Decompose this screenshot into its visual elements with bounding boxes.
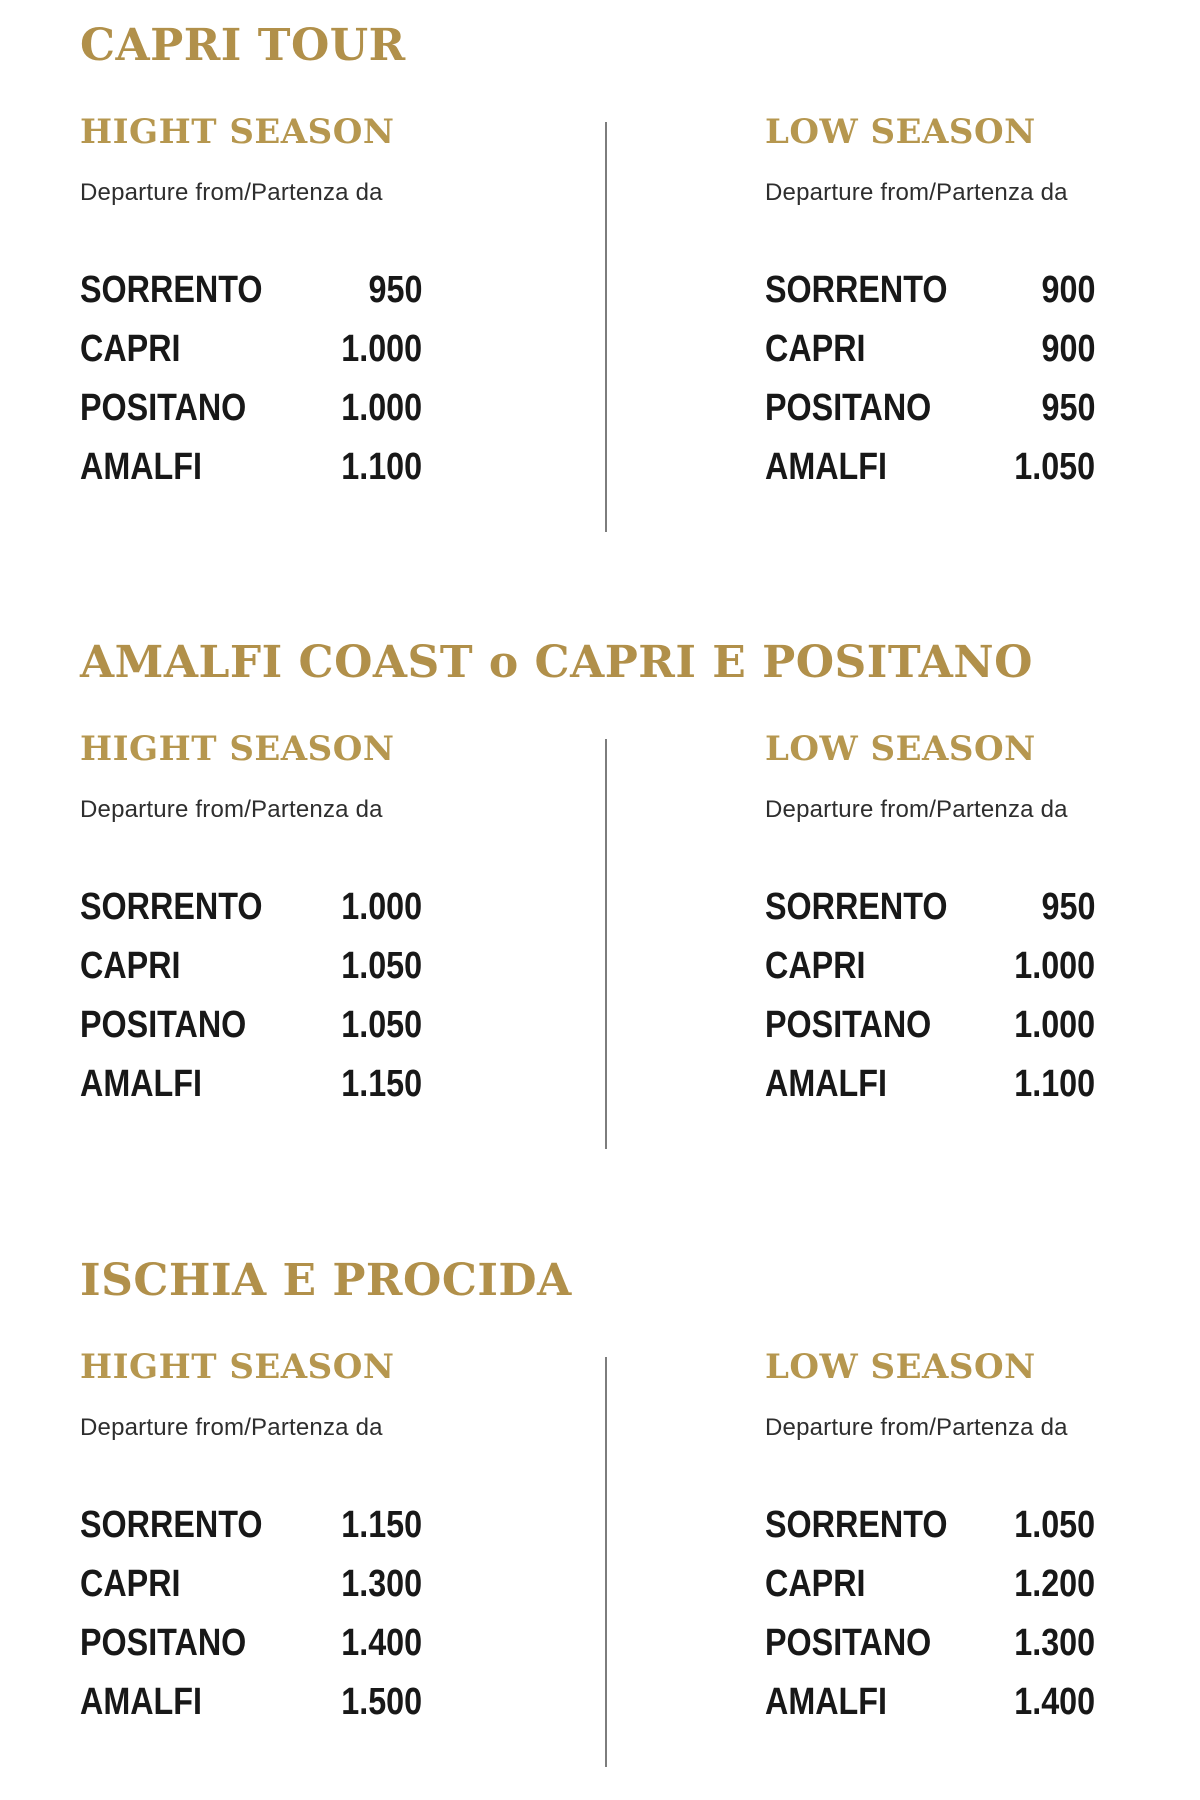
price-value: 950	[368, 269, 422, 311]
location-label: SORRENTO	[765, 886, 948, 928]
location-label: CAPRI	[765, 328, 866, 370]
season-heading: HIGHT SEASON	[80, 1347, 395, 1387]
price-row	[80, 271, 422, 330]
location-label: POSITANO	[765, 387, 932, 429]
departure-label: Departure from/Partenza da	[80, 1414, 383, 1441]
column-divider	[605, 1357, 607, 1767]
price-value: 1.000	[1014, 945, 1095, 987]
location-label: AMALFI	[80, 1681, 203, 1723]
price-row	[80, 1006, 422, 1065]
price-value: 1.400	[1014, 1681, 1095, 1723]
price-row	[765, 1006, 1095, 1065]
price-row	[765, 1624, 1095, 1683]
location-label: CAPRI	[765, 1563, 866, 1605]
price-row	[765, 330, 1095, 389]
location-label: SORRENTO	[80, 269, 263, 311]
price-row	[765, 1065, 1095, 1124]
price-value: 1.000	[341, 328, 422, 370]
price-value: 900	[1041, 269, 1095, 311]
price-list	[80, 1506, 422, 1742]
price-row	[765, 1565, 1095, 1624]
price-value: 1.000	[341, 886, 422, 928]
price-value: 1.000	[1014, 1004, 1095, 1046]
season-heading: LOW SEASON	[765, 112, 1036, 152]
price-row	[765, 1683, 1095, 1742]
location-label: POSITANO	[765, 1622, 932, 1664]
column-divider	[605, 739, 607, 1149]
price-list	[765, 271, 1095, 507]
price-value: 1.000	[341, 387, 422, 429]
price-row	[80, 1506, 422, 1565]
location-label: AMALFI	[765, 446, 888, 488]
price-value: 1.300	[341, 1563, 422, 1605]
price-list	[80, 271, 422, 507]
price-value: 1.050	[1014, 446, 1095, 488]
departure-label: Departure from/Partenza da	[765, 1414, 1068, 1441]
low-season-column	[765, 0, 1095, 560]
section-title: AMALFI COAST o CAPRI E POSITANO	[80, 637, 1033, 688]
price-value: 1.500	[341, 1681, 422, 1723]
price-row	[765, 389, 1095, 448]
price-row	[765, 448, 1095, 507]
high-season-column	[80, 617, 422, 1177]
location-label: CAPRI	[80, 328, 181, 370]
low-season-column	[765, 1235, 1095, 1795]
high-season-column	[80, 0, 422, 560]
price-value: 950	[1041, 387, 1095, 429]
price-value: 1.200	[1014, 1563, 1095, 1605]
location-label: AMALFI	[80, 1063, 203, 1105]
price-value: 1.300	[1014, 1622, 1095, 1664]
location-label: CAPRI	[80, 945, 181, 987]
price-value: 1.400	[341, 1622, 422, 1664]
price-value: 1.050	[341, 945, 422, 987]
price-value: 950	[1041, 886, 1095, 928]
season-heading: LOW SEASON	[765, 729, 1036, 769]
price-value: 1.100	[1014, 1063, 1095, 1105]
price-row	[80, 448, 422, 507]
location-label: SORRENTO	[80, 1504, 263, 1546]
season-heading: LOW SEASON	[765, 1347, 1036, 1387]
price-row	[80, 1683, 422, 1742]
column-divider	[605, 122, 607, 532]
high-season-column	[80, 1235, 422, 1795]
location-label: POSITANO	[80, 1622, 247, 1664]
price-value: 900	[1041, 328, 1095, 370]
price-row	[80, 389, 422, 448]
location-label: SORRENTO	[765, 269, 948, 311]
price-value: 1.150	[341, 1063, 422, 1105]
location-label: CAPRI	[80, 1563, 181, 1605]
season-heading: HIGHT SEASON	[80, 729, 395, 769]
location-label: SORRENTO	[765, 1504, 948, 1546]
location-label: AMALFI	[765, 1681, 888, 1723]
price-row	[765, 1506, 1095, 1565]
price-row	[80, 1065, 422, 1124]
season-heading: HIGHT SEASON	[80, 112, 395, 152]
price-row	[765, 271, 1095, 330]
price-row	[80, 330, 422, 389]
section-title: ISCHIA E PROCIDA	[80, 1255, 572, 1306]
price-list	[765, 888, 1095, 1124]
departure-label: Departure from/Partenza da	[765, 796, 1068, 823]
location-label: POSITANO	[765, 1004, 932, 1046]
location-label: SORRENTO	[80, 886, 263, 928]
location-label: AMALFI	[80, 446, 203, 488]
price-value: 1.100	[341, 446, 422, 488]
location-label: POSITANO	[80, 387, 247, 429]
price-value: 1.050	[341, 1004, 422, 1046]
price-row	[80, 1565, 422, 1624]
price-list	[80, 888, 422, 1124]
price-row	[765, 888, 1095, 947]
price-value: 1.150	[341, 1504, 422, 1546]
departure-label: Departure from/Partenza da	[80, 179, 383, 206]
section-title: CAPRI TOUR	[80, 20, 406, 71]
location-label: AMALFI	[765, 1063, 888, 1105]
price-value: 1.050	[1014, 1504, 1095, 1546]
departure-label: Departure from/Partenza da	[765, 179, 1068, 206]
price-list	[765, 1506, 1095, 1742]
departure-label: Departure from/Partenza da	[80, 796, 383, 823]
location-label: POSITANO	[80, 1004, 247, 1046]
low-season-column	[765, 617, 1095, 1177]
price-row	[80, 947, 422, 1006]
price-row	[80, 888, 422, 947]
price-row	[80, 1624, 422, 1683]
location-label: CAPRI	[765, 945, 866, 987]
price-row	[765, 947, 1095, 1006]
